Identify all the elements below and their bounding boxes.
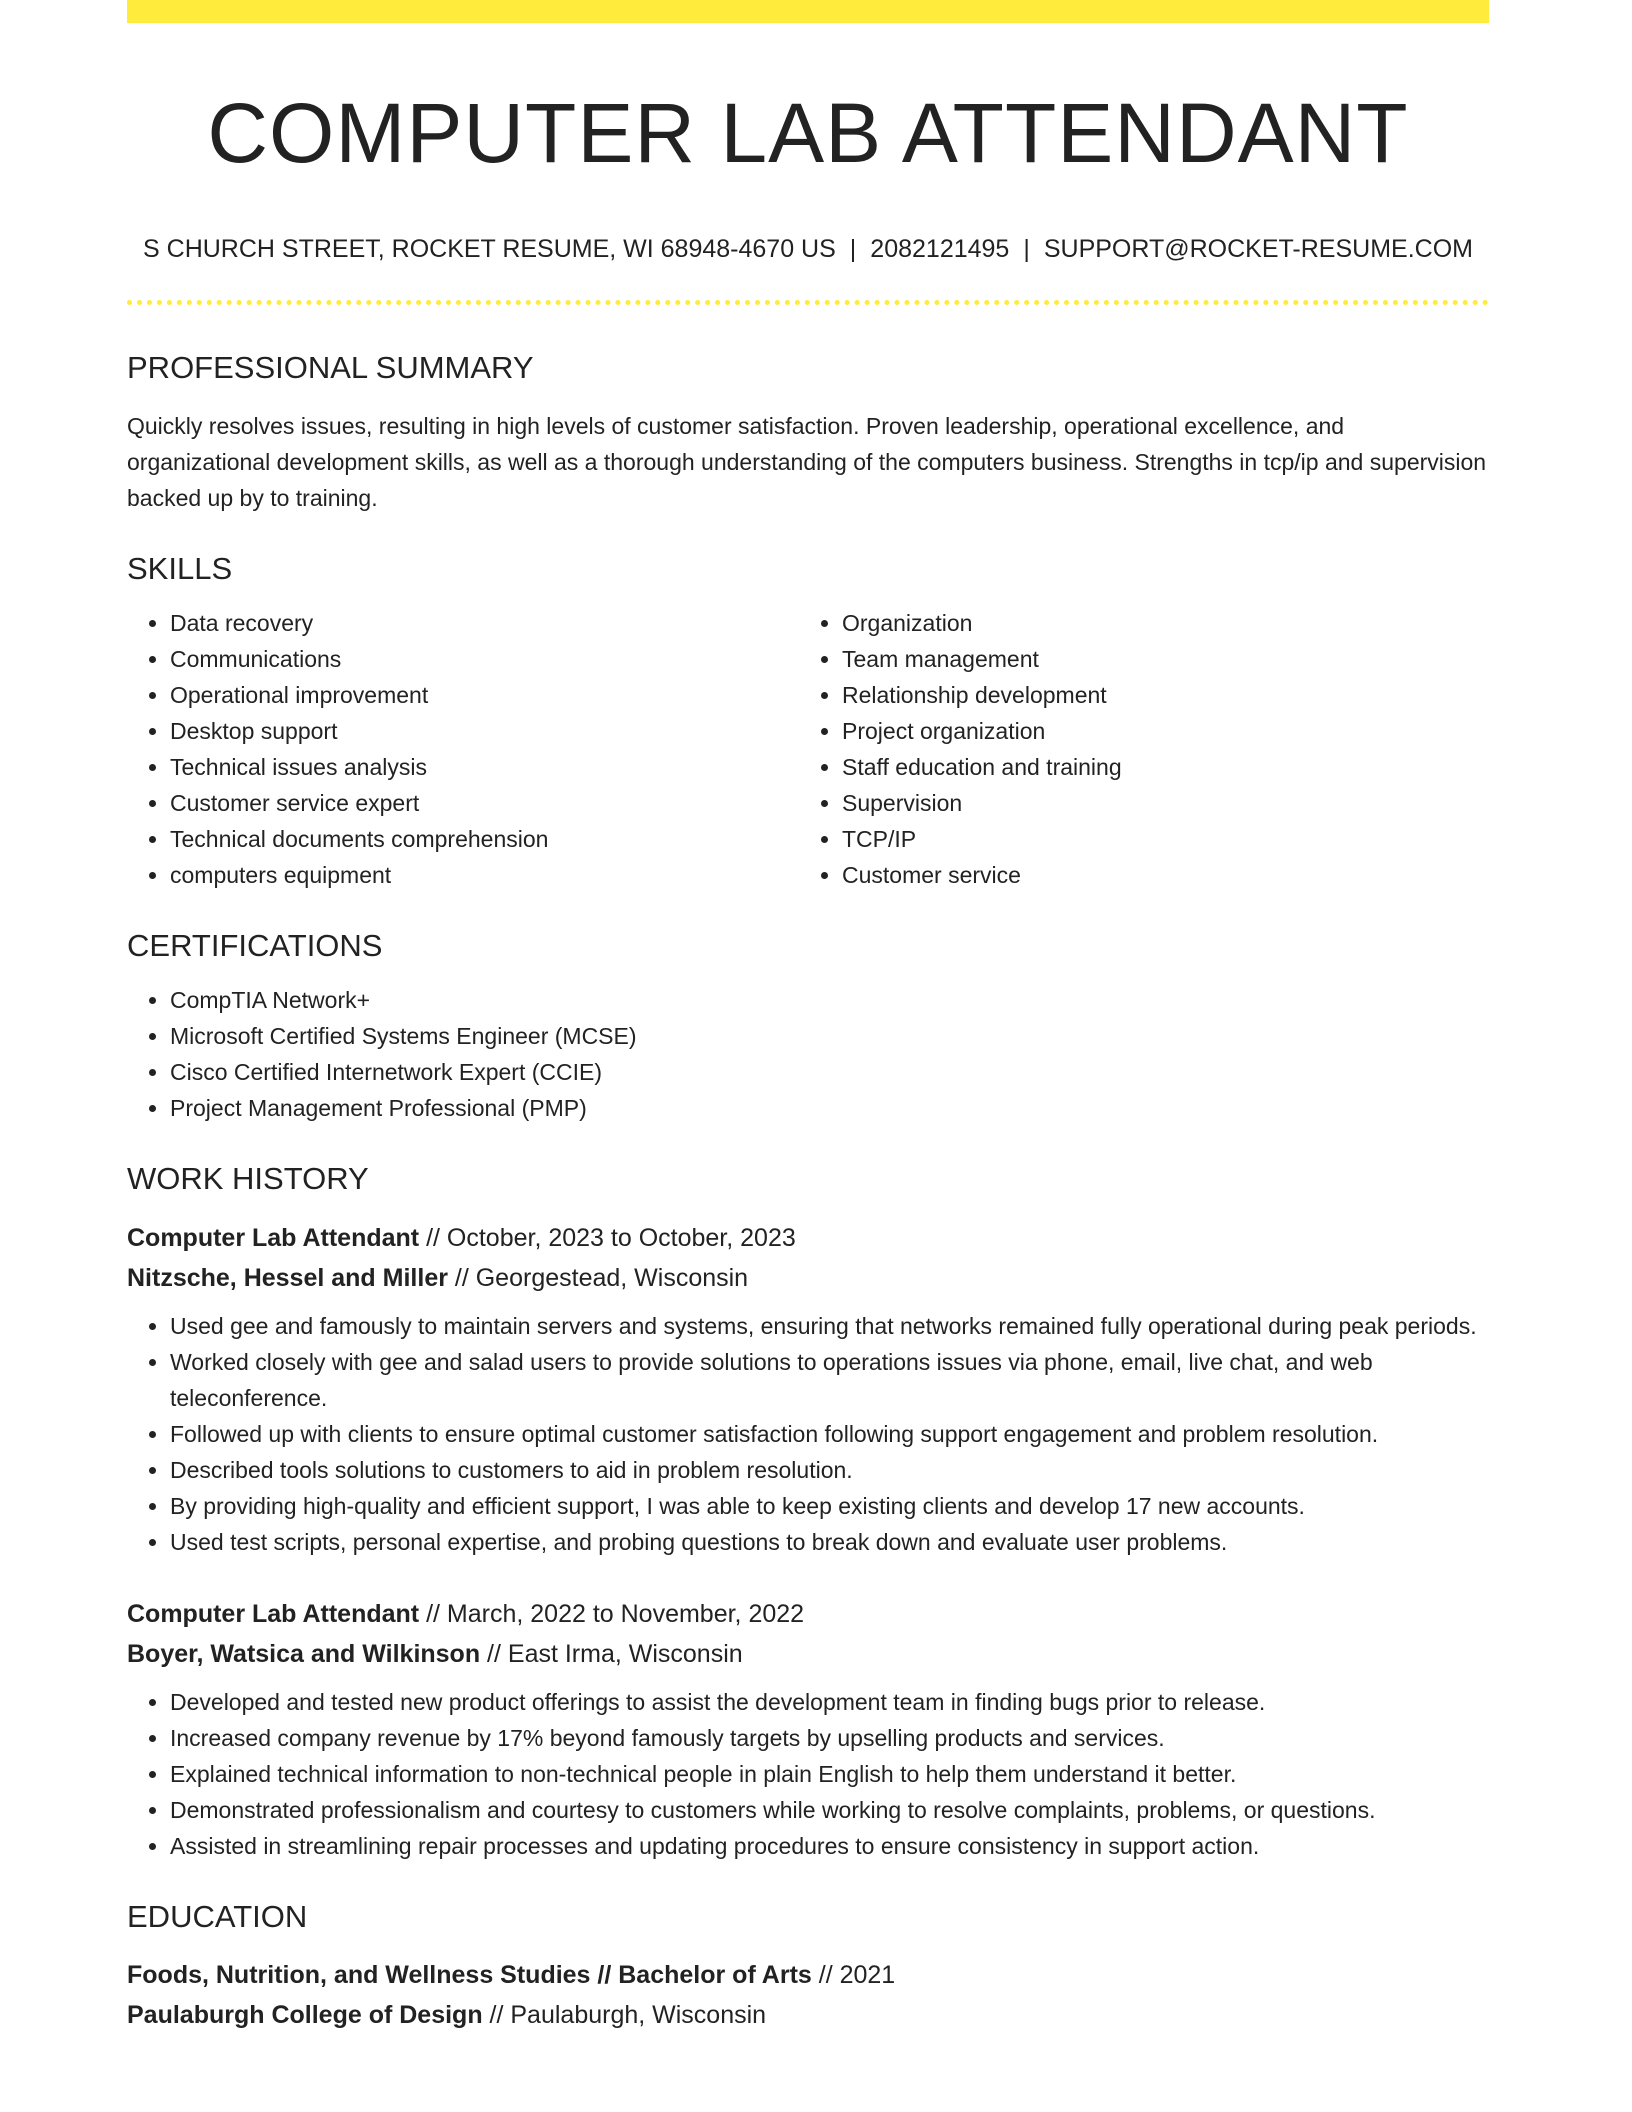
education-school: Paulaburgh College of Design — [127, 2000, 483, 2029]
certification-item: • Project Management Professional (PMP) — [170, 1090, 1489, 1126]
education-heading: EDUCATION — [127, 1898, 308, 1934]
skill-item: • Technical issues analysis — [170, 749, 799, 785]
job-bullets — [127, 1684, 1489, 1864]
skill-item: • Relationship development — [842, 677, 1471, 713]
job-bullet: • Worked closely with gee and salad users to provide solutions to operations issues via phone, email, live chat, and web teleconference. — [170, 1344, 1489, 1416]
certification-item: • Microsoft Certified Systems Engineer (MCSE) — [170, 1018, 1489, 1054]
contact-address: S CHURCH STREET, ROCKET RESUME, WI 68948-4670 US — [143, 234, 836, 263]
job-title-line — [127, 1218, 1489, 1258]
education-section — [127, 1898, 1489, 2035]
dotted-divider — [127, 300, 1489, 305]
job-bullet: • Developed and tested new product offerings to assist the development team in finding bugs prior to release. — [170, 1684, 1489, 1720]
skill-item: • Supervision — [842, 785, 1471, 821]
skills-list-left — [127, 605, 799, 893]
job-company-line — [127, 1634, 1489, 1674]
job-entry — [127, 1594, 1489, 1864]
contact-separator: | — [849, 234, 857, 263]
job-bullet: • Described tools solutions to customers to aid in problem resolution. — [170, 1452, 1489, 1488]
skill-item: • Staff education and training — [842, 749, 1471, 785]
skill-item: • Operational improvement — [170, 677, 799, 713]
education-location: // Paulaburgh, Wisconsin — [482, 2000, 767, 2029]
summary-heading: PROFESSIONAL SUMMARY — [127, 349, 534, 385]
certifications-section — [127, 927, 1489, 1126]
contact-line — [127, 234, 1489, 264]
job-bullet: • Used gee and famously to maintain servers and systems, ensuring that networks remained fully operational during peak periods. — [170, 1308, 1489, 1344]
summary-text: Quickly resolves issues, resulting in high levels of customer satisfaction. Proven leadership, operational excellence, and organizational development skills, as well as a thorough understanding of the computers business. Strengths in tcp/ip and supervision backed up by to training. — [127, 412, 1487, 511]
skill-item: • computers equipment — [170, 857, 799, 893]
contact-separator: | — [1023, 234, 1030, 263]
skill-item: • Technical documents comprehension — [170, 821, 799, 857]
job-title: Computer Lab Attendant — [127, 1223, 420, 1252]
skill-item: • TCP/IP — [842, 821, 1471, 857]
work-history-section — [127, 1160, 1489, 1863]
job-company: Nitzsche, Hessel and Miller — [127, 1263, 448, 1292]
skill-item: • Desktop support — [170, 713, 799, 749]
skills-grid — [127, 605, 1489, 893]
job-title-line — [127, 1594, 1489, 1634]
skills-section — [127, 550, 1489, 893]
summary-section — [127, 349, 1489, 516]
job-bullets — [127, 1308, 1489, 1560]
job-dates: // March, 2022 to November, 2022 — [419, 1599, 805, 1628]
contact-phone: 2082121495 — [870, 234, 1010, 263]
job-bullet: • Followed up with clients to ensure optimal customer satisfaction following support engagement and problem resolution. — [170, 1416, 1489, 1452]
job-bullet: • Used test scripts, personal expertise, and probing questions to break down and evaluate user problems. — [170, 1524, 1489, 1560]
resume-page — [127, 0, 1489, 2035]
skills-heading: SKILLS — [127, 550, 233, 586]
education-year: // 2021 — [811, 1960, 896, 1989]
skill-item: • Data recovery — [170, 605, 799, 641]
job-bullet: • Assisted in streamlining repair processes and updating procedures to ensure consistency in support action. — [170, 1828, 1489, 1864]
work-history-heading: WORK HISTORY — [127, 1161, 369, 1197]
certification-item: • Cisco Certified Internetwork Expert (CCIE) — [170, 1054, 1489, 1090]
contact-email: SUPPORT@ROCKET-RESUME.COM — [1043, 234, 1473, 263]
job-company: Boyer, Watsica and Wilkinson — [127, 1639, 481, 1668]
education-degree-line — [127, 1955, 1489, 1995]
job-bullet: • Explained technical information to non-technical people in plain English to help them understand it better. — [170, 1756, 1489, 1792]
job-company-line — [127, 1258, 1489, 1298]
skill-item: • Customer service — [842, 857, 1471, 893]
job-location: // Georgestead, Wisconsin — [447, 1263, 749, 1292]
skill-item: • Communications — [170, 641, 799, 677]
certification-item: • CompTIA Network+ — [170, 982, 1489, 1018]
skill-item: • Organization — [842, 605, 1471, 641]
skill-item: • Project organization — [842, 713, 1471, 749]
job-dates: // October, 2023 to October, 2023 — [419, 1223, 796, 1252]
certifications-list — [127, 982, 1489, 1126]
skill-item: • Team management — [842, 641, 1471, 677]
skills-list-right — [799, 605, 1471, 893]
skill-item: • Customer service expert — [170, 785, 799, 821]
job-bullet: • Demonstrated professionalism and courtesy to customers while working to resolve complaints, problems, or questions. — [170, 1792, 1489, 1828]
education-degree: Foods, Nutrition, and Wellness Studies // Bachelor of Arts — [127, 1960, 812, 1989]
job-bullet: • By providing high-quality and efficient support, I was able to keep existing clients and develop 17 new accounts. — [170, 1488, 1489, 1524]
candidate-name: COMPUTER LAB ATTENDANT — [207, 86, 1409, 180]
job-location: // East Irma, Wisconsin — [480, 1639, 743, 1668]
job-entry — [127, 1218, 1489, 1560]
accent-top-bar — [127, 0, 1489, 23]
certifications-heading: CERTIFICATIONS — [127, 928, 383, 964]
job-bullet: • Increased company revenue by 17% beyond famously targets by upselling products and services. — [170, 1720, 1489, 1756]
education-school-line — [127, 1995, 1489, 2035]
job-title: Computer Lab Attendant — [127, 1599, 420, 1628]
